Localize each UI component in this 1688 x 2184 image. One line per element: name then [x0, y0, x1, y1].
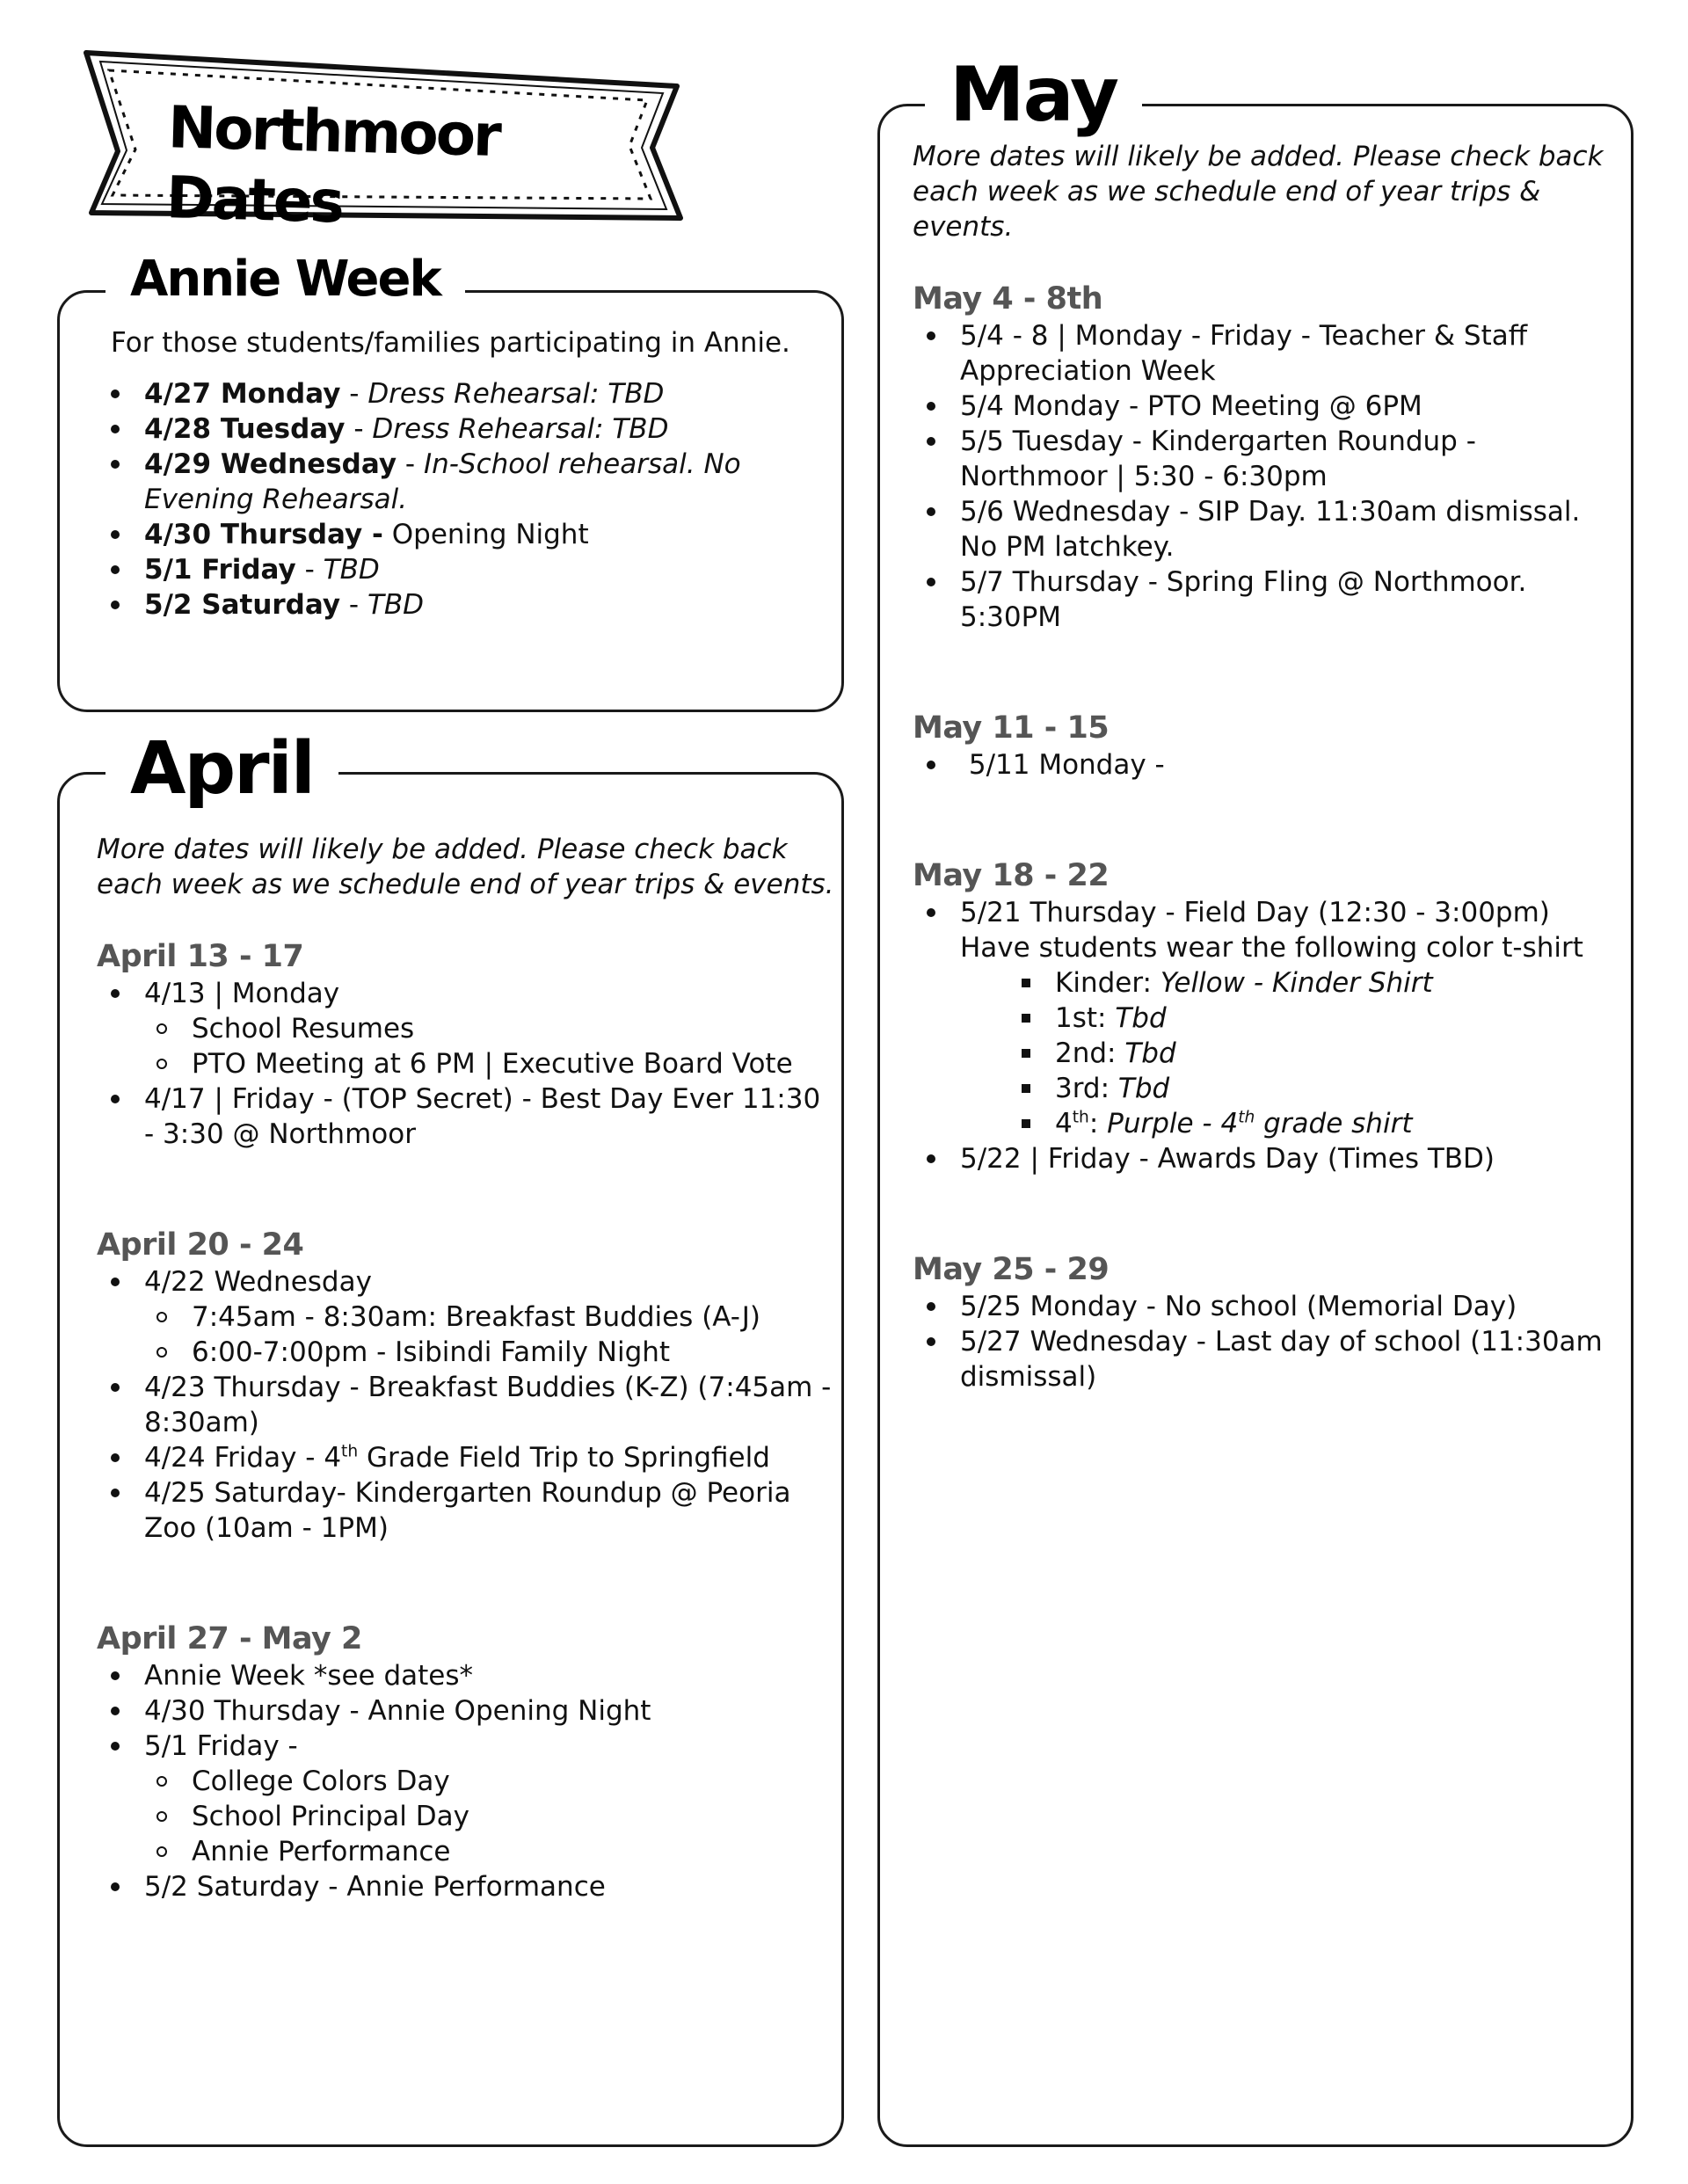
april-heading: April — [106, 721, 338, 818]
april-week-3-heading: April 27 - May 2 — [97, 1621, 362, 1656]
shirt-color-item: 4th: Purple - 4th grade shirt — [1008, 1106, 1616, 1141]
shirt-color-item: 3rd: Tbd — [1008, 1071, 1616, 1106]
list-item: 5/2 Saturday - Annie Performance — [97, 1869, 835, 1904]
april-week-2-heading: April 20 - 24 — [97, 1227, 304, 1263]
list-item: 5/1 Friday - College Colors Day School Principal Day Annie Performance — [97, 1729, 835, 1869]
list-item: 4/25 Saturday- Kindergarten Roundup @ Peoria Zoo (10am - 1PM) — [97, 1475, 835, 1546]
list-item: 4/30 Thursday - Annie Opening Night — [97, 1693, 835, 1729]
may-week-4-list — [913, 1289, 1616, 1394]
list-item: 5/6 Wednesday - SIP Day. 11:30am dismissal. No PM latchkey. — [913, 494, 1616, 564]
list-item: 5/4 - 8 | Monday - Friday - Teacher & Staff Appreciation Week — [913, 318, 1616, 389]
list-item: 5/11 Monday - — [913, 747, 1616, 783]
annie-date-item: 5/2 Saturday - TBD — [97, 587, 826, 622]
list-item: 4/17 | Friday - (TOP Secret) - Best Day Ever 11:30 - 3:30 @ Northmoor — [97, 1081, 835, 1152]
annie-date-item: 4/30 Thursday - Opening Night — [97, 517, 826, 552]
may-week-3-heading: May 18 - 22 — [913, 858, 1110, 893]
list-item: 4/13 | Monday School Resumes PTO Meeting at 6 PM | Executive Board Vote — [97, 976, 835, 1081]
april-content — [97, 832, 835, 1904]
list-item: Annie Week *see dates* — [97, 1658, 835, 1693]
may-week-1-list — [913, 318, 1616, 635]
annie-week-content — [97, 325, 826, 622]
sub-list-item: Annie Performance — [144, 1834, 835, 1869]
list-item: 5/25 Monday - No school (Memorial Day) — [913, 1289, 1616, 1324]
sub-list-item: School Principal Day — [144, 1799, 835, 1834]
april-note: More dates will likely be added. Please check back each week as we schedule end of year trips & events. — [97, 834, 834, 900]
may-week-4-heading: May 25 - 29 — [913, 1252, 1110, 1287]
sub-list-item: School Resumes — [144, 1011, 835, 1046]
april-week-1-heading: April 13 - 17 — [97, 939, 304, 974]
page-title: Northmoor Dates — [165, 93, 500, 237]
sub-list-item: 6:00-7:00pm - Isibindi Family Night — [144, 1335, 835, 1370]
list-item: 4/23 Thursday - Breakfast Buddies (K-Z) (7:45am - 8:30am) — [97, 1370, 835, 1440]
list-item: 5/21 Thursday - Field Day (12:30 - 3:00pm) Have students wear the following color t-shirt Kinder: Yellow - Kinder Shirt 1st: Tbd 2nd: Tbd 3rd: Tbd 4th: Purple - 4th grade shirt — [913, 895, 1616, 1141]
shirt-color-item: Kinder: Yellow - Kinder Shirt — [1008, 965, 1616, 1001]
may-week-2-heading: May 11 - 15 — [913, 710, 1110, 746]
list-item: 5/22 | Friday - Awards Day (Times TBD) — [913, 1141, 1616, 1176]
list-item: 4/24 Friday - 4th Grade Field Trip to Springfield — [97, 1440, 835, 1475]
annie-week-heading: Annie Week — [106, 246, 465, 313]
may-week-2-list — [913, 747, 1616, 783]
sub-list-item: PTO Meeting at 6 PM | Executive Board Vote — [144, 1046, 835, 1081]
shirt-color-item: 2nd: Tbd — [1008, 1036, 1616, 1071]
april-week-1-list — [97, 976, 835, 1152]
may-heading: May — [925, 46, 1142, 144]
annie-date-item: 4/28 Tuesday - Dress Rehearsal: TBD — [97, 411, 826, 447]
may-note: More dates will likely be added. Please check back each week as we schedule end of year trips & events. — [913, 141, 1604, 243]
annie-date-item: 5/1 Friday - TBD — [97, 552, 826, 587]
may-week-1-heading: May 4 - 8th — [913, 281, 1103, 317]
list-item: 5/5 Tuesday - Kindergarten Roundup - Northmoor | 5:30 - 6:30pm — [913, 424, 1616, 494]
list-item: 4/22 Wednesday 7:45am - 8:30am: Breakfast Buddies (A-J) 6:00-7:00pm - Isibindi Family Night — [97, 1264, 835, 1370]
list-item: 5/4 Monday - PTO Meeting @ 6PM — [913, 389, 1616, 424]
sub-list-item: College Colors Day — [144, 1764, 835, 1799]
title-banner — [79, 44, 686, 237]
shirt-color-item: 1st: Tbd — [1008, 1001, 1616, 1036]
list-item: 5/7 Thursday - Spring Fling @ Northmoor. 5:30PM — [913, 564, 1616, 635]
annie-intro: For those students/families participating in Annie. — [111, 327, 790, 359]
may-week-3-list — [913, 895, 1616, 1176]
april-week-2-list — [97, 1264, 835, 1546]
list-item: 5/27 Wednesday - Last day of school (11:30am dismissal) — [913, 1324, 1616, 1394]
april-week-3-list — [97, 1658, 835, 1904]
annie-date-item: 4/27 Monday - Dress Rehearsal: TBD — [97, 376, 826, 411]
may-content — [913, 139, 1616, 1394]
sub-list-item: 7:45am - 8:30am: Breakfast Buddies (A-J) — [144, 1299, 835, 1335]
annie-date-item: 4/29 Wednesday - In-School rehearsal. No Evening Rehearsal. — [97, 447, 826, 517]
annie-dates-list — [97, 376, 826, 622]
